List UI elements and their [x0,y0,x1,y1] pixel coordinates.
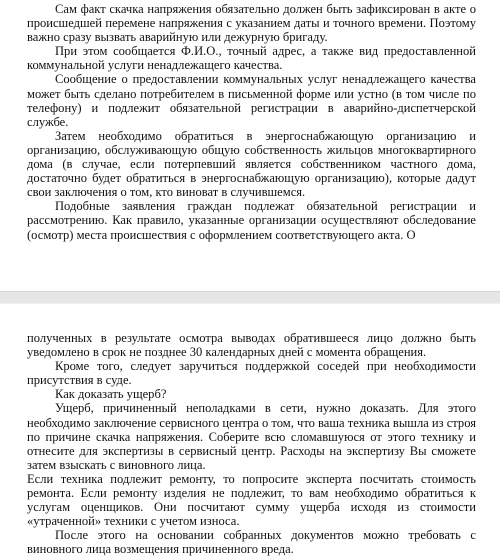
paragraph-report-details: При этом сообщается Ф.И.О., точный адрес, а также вид предоставленной коммунальной услуги ненадлежащего качества. [27,44,476,73]
paragraph-service-center-expertise: Ущерб, причиненный неполадками в сети, нужно доказать. Для этого необходимо заключение сервисного центра о том, что ваша техника вышла из строя по причине скачка напряжения. Соберите всю сломавшуюся от этого технику и отнесите для экспертизы в сервисный центр. Расходы на экспертизу Вы сможете затем взыскать с виновного лица. [27,401,477,472]
document-page-1 [0,2,500,280]
paragraph-compensation-claim: После этого на основании собранных документов можно требовать с виновного лица возмещения причиненного вреда. [27,528,476,557]
paragraph-voltage-surge-act: Сам факт скачка напряжения обязательно должен быть зафиксирован в акте о происшедшей перемене напряжения с указанием даты и точного времени. Поэтому важно сразу вызвать аварийную или дежурную бригаду. [27,2,476,45]
paragraph-neighbors-support: Кроме того, следует заручиться поддержкой соседей при необходимости присутствия в суде. [27,359,476,388]
paragraph-heading-prove-damage: Как доказать ущерб? [55,387,167,402]
page-break-band [0,291,500,304]
paragraph-repair-estimate: Если техника подлежит ремонту, то попросите эксперта посчитать стоимость ремонта. Если ремонту изделия не подлежит, то вам необходимо обратиться к услугам оценщиков. Они посчитают сумму ущерба исходя из стоимости «утраченной» техники с учетом износа. [27,471,476,529]
paragraph-notification-deadline: полученных в результате осмотра выводах обратившееся лицо должно быть уведомлено в срок не позднее 30 календарных дней с момента обращения. [27,331,476,360]
page-separator [0,281,500,329]
document-page-2 [0,331,500,560]
paragraph-contact-organizations: Затем необходимо обратиться в энергоснабжающую организацию и организацию, обслуживающую общую собственность жильцов многоквартирного дома (в случае, если потерпевший является собственником частного дома, достаточно будет обратиться в энергоснабжающую организацию), которые дадут свои заключения о том, кто виноват в случившемся. [27,128,476,200]
paragraph-report-form: Сообщение о предоставлении коммунальных услуг ненадлежащего качества может быть сделано потребителем в письменной форме или устно (в том числе по телефону) и подлежит обязательной регистрации в аварийно-диспетчерской службе. [27,72,476,129]
paragraph-registration-inspection: Подобные заявления граждан подлежат обязательной регистрации и рассмотрению. Как правило, указанные организации осуществляют обследование (осмотр) места происшествия с оформлением соответствующего акта. О [27,199,476,242]
